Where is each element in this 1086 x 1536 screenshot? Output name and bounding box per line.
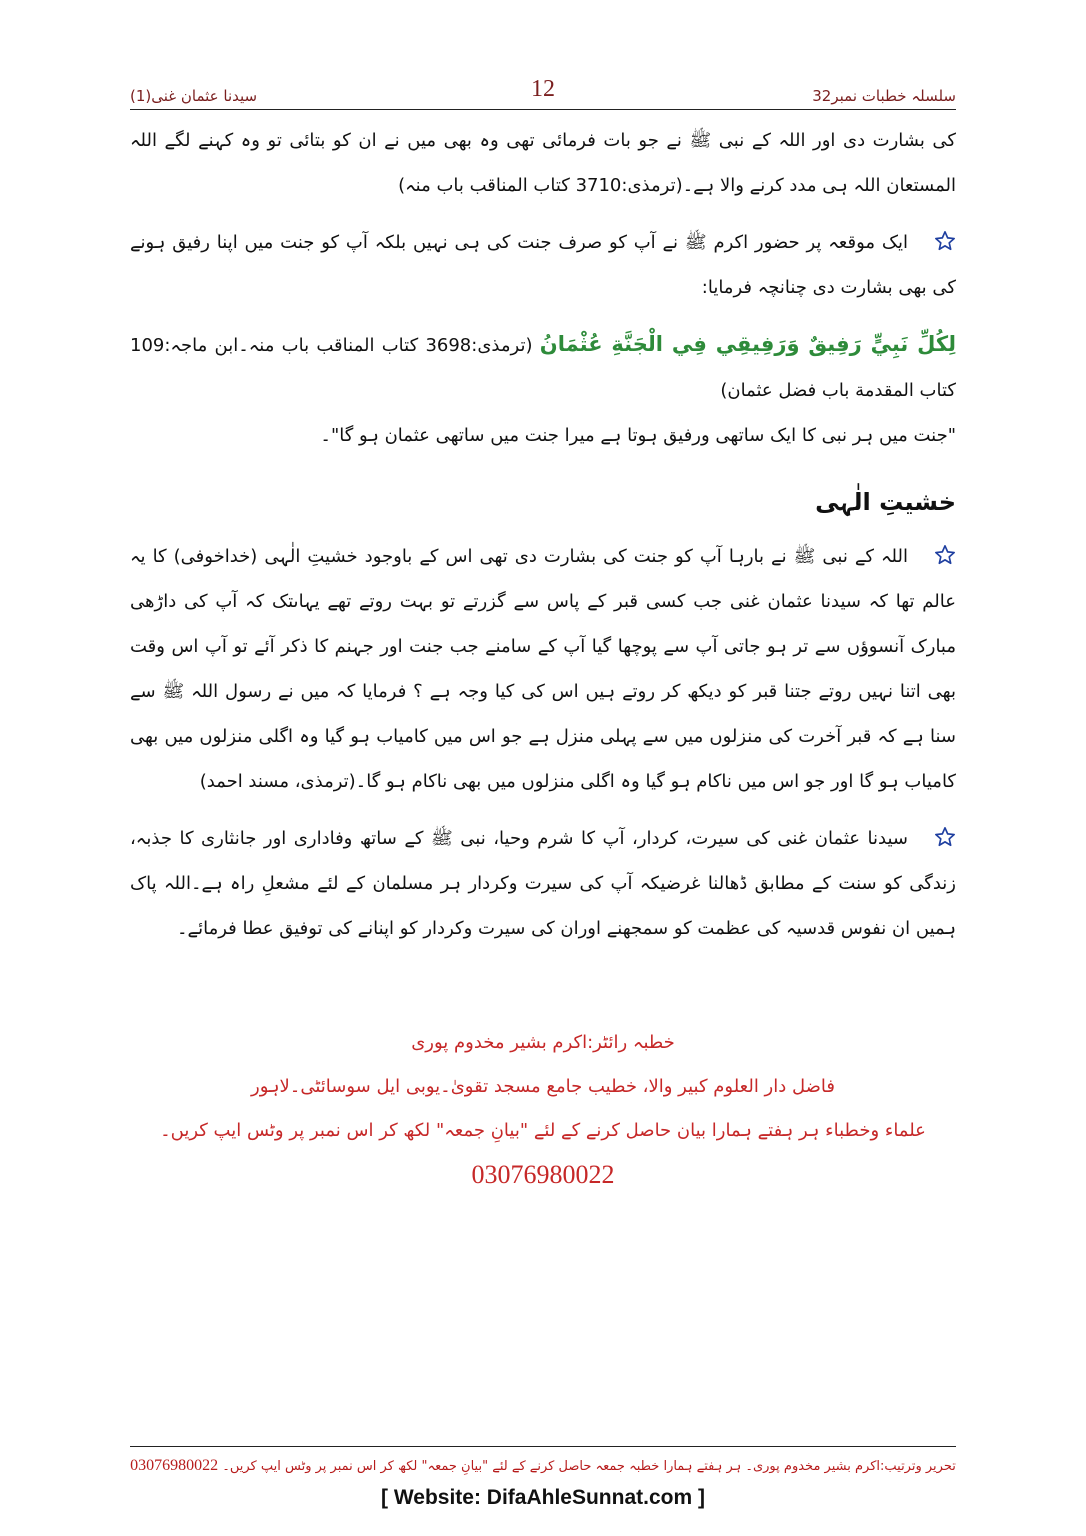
- footer-note: [130, 1455, 956, 1478]
- paragraph-text: ایک موقعہ پر حضور اکرم ﷺ نے آپ کو صرف جنت کی ہی نہیں بلکہ آپ کو جنت میں اپنا رفیق ہونے کی بھی بشارت دی چنانچہ فرمایا:: [130, 232, 956, 298]
- paragraph-text: سیدنا عثمان غنی کی سیرت، کردار، آپ کا شرم وحیا، نبی ﷺ کے ساتھ وفاداری اور جانثاری کا جذبہ، زندگی کو سنت کے مطابق ڈھالنا غرضیکہ آپ کی سیرت وکردار ہر مسلمان کے لئے مشعلِ راہ ہے۔اللہ پاک ہمیں ان نفوس قدسیہ کی عظمت کو سمجھنے اوران کی سیرت وکردار کو اپنانے کی توفیق عطا فرمائے۔: [130, 828, 956, 939]
- page-footer: [130, 1446, 956, 1510]
- paragraph-continuation: کی بشارت دی اور اللہ کے نبی ﷺ نے جو بات فرمائی تھی وہ بھی میں نے ان کو بتائی تو وہ کہنے لگے اللہ المستعان اللہ ہی مدد کرنے والا ہے۔(ترمذی:3710 کتاب المناقب باب منہ): [130, 130, 956, 196]
- credits-block: [130, 1021, 956, 1197]
- writer-line: خطبہ رائٹر:اکرم بشیر مخدوم پوری: [411, 1032, 675, 1053]
- paragraph-rafiq: [130, 220, 956, 310]
- website-link: [ Website: DifaAhleSunnat.com ]: [381, 1486, 705, 1509]
- hadith-translation: "جنت میں ہر نبی کا ایک ساتھی ورفیق ہوتا ہے میرا جنت میں ساتھی عثمان ہو گا"۔: [320, 425, 956, 446]
- hadith-line: [130, 322, 956, 413]
- star-bullet-icon: [934, 230, 956, 252]
- topic-title: سیدنا عثمان غنی(1): [130, 87, 258, 105]
- star-bullet-icon: [934, 544, 956, 566]
- star-bullet-icon: [934, 826, 956, 848]
- arabic-hadith: لِكُلِّ نَبِيٍّ رَفِيقٌ وَرَفِيقِي فِي الْجَنَّةِ عُثْمَانُ: [539, 332, 956, 356]
- page-header: [130, 70, 956, 110]
- paragraph-khashiyat: [130, 534, 956, 804]
- footer-note-text: تحریر وترتیب:اکرم بشیر مخدوم پوری۔ ہر ہفتے ہمارا خطبہ جمعہ حاصل کرنے کے لئے "بیانِ جمعہ" لکھ کر اس نمبر پر وٹس ایپ کریں۔: [222, 1459, 956, 1474]
- affiliation-line: فاضل دار العلوم کبیر والا، خطیب جامع مسجد تقویٰ۔یوبی ایل سوسائٹی۔لاہور: [251, 1076, 835, 1097]
- hadith-reference: (ترمذی:3698 کتاب المناقب باب منہ۔ابن ماجہ:109 کتاب المقدمة باب فضل عثمان): [130, 335, 956, 401]
- footer-phone: 03076980022: [130, 1457, 219, 1474]
- paragraph-text: اللہ کے نبی ﷺ نے بارہا آپ کو جنت کی بشارت دی تھی اس کے باوجود خشیتِ الٰہی (خداخوفی) کا یہ عالم تھا کہ سیدنا عثمان غنی جب کسی قبر کے پاس سے گزرتے تو بہت روتے تھے یہاںتک کہ آپ کی داڑھی مبارک آنسوؤں سے تر ہو جاتی آپ سے پوچھا گیا آپ کے سامنے جب جنت اور جہنم کا ذکر آئے تو آپ اس وقت بھی اتنا نہیں روتے جتنا قبر کو دیکھ کر روتے ہیں اس کی کیا وجہ ہے ؟ فرمایا کہ میں نے رسول اللہ ﷺ سے سنا ہے کہ قبر آخرت کی منزلوں میں سے پہلی منزل ہے جو اس میں کامیاب ہو گیا وہ اگلی منزلوں میں بھی کامیاب ہو گا اور جو اس میں ناکام ہو گیا وہ اگلی منزلوں میں بھی ناکام ہو گا۔(ترمذی، مسند احمد): [130, 546, 956, 792]
- contact-phone: 03076980022: [471, 1160, 615, 1189]
- invite-line: علماء وخطباء ہر ہفتے ہمارا بیان حاصل کرنے کے لئے "بیانِ جمعہ" لکھ کر اس نمبر پر وٹس ایپ کریں۔: [160, 1120, 926, 1141]
- section-heading: خشیتِ الٰہی: [815, 488, 956, 516]
- page-body: [130, 118, 956, 1197]
- series-title: سلسلہ خطبات نمبر32: [812, 87, 956, 105]
- page-number: 12: [531, 76, 555, 102]
- paragraph-seerat: [130, 816, 956, 951]
